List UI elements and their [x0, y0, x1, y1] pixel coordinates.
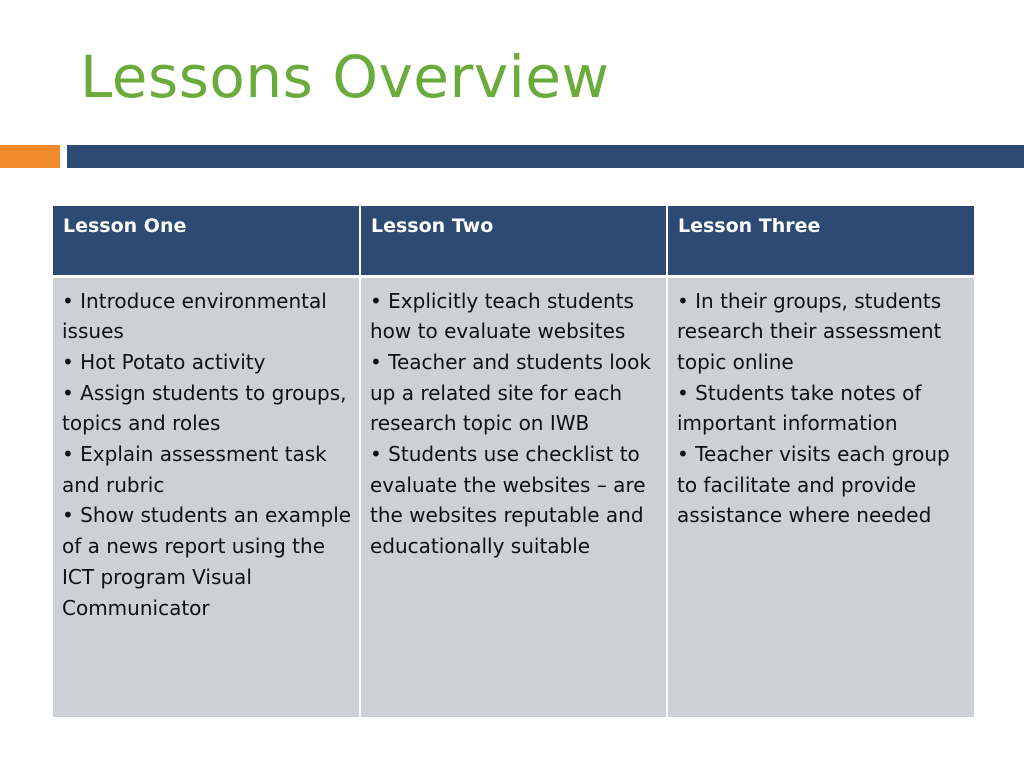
list-item: • Introduce environmental issues	[62, 288, 327, 344]
header-lesson-two: Lesson Two	[360, 206, 667, 276]
list-item: • Hot Potato activity	[62, 349, 266, 374]
lesson-one-cell	[53, 276, 360, 717]
list-item: • Students take notes of important information	[677, 380, 922, 436]
list-item: • Explicitly teach students how to evaluate websites	[370, 288, 634, 344]
list-item: • Explain assessment task and rubric	[62, 442, 327, 497]
lesson-two-list	[370, 286, 660, 562]
lessons-table	[53, 206, 974, 717]
list-item: • Teacher and students look up a related site for each research topic on IWB	[370, 349, 651, 436]
header-lesson-one: Lesson One	[53, 206, 360, 276]
accent-bar-orange	[0, 145, 60, 168]
accent-bar-blue	[67, 145, 1024, 168]
list-item: • Assign students to groups, topics and roles	[62, 380, 347, 436]
slide-title: Lessons Overview	[80, 43, 610, 111]
lesson-one-list	[62, 286, 353, 624]
lesson-three-cell	[667, 276, 974, 717]
lesson-three-list	[677, 286, 968, 532]
lesson-two-cell	[360, 276, 667, 717]
header-lesson-three: Lesson Three	[667, 206, 974, 276]
list-item: • Show students an example of a news report using the ICT program Visual Communicator	[62, 503, 352, 620]
list-item: • In their groups, students research their assessment topic online	[677, 288, 942, 374]
table-row	[53, 276, 974, 717]
list-item: • Students use checklist to evaluate the websites – are the websites reputable and educationally suitable	[370, 442, 646, 559]
table-header-row	[53, 206, 974, 276]
list-item: • Teacher visits each group to facilitate and provide assistance where needed	[677, 442, 950, 528]
